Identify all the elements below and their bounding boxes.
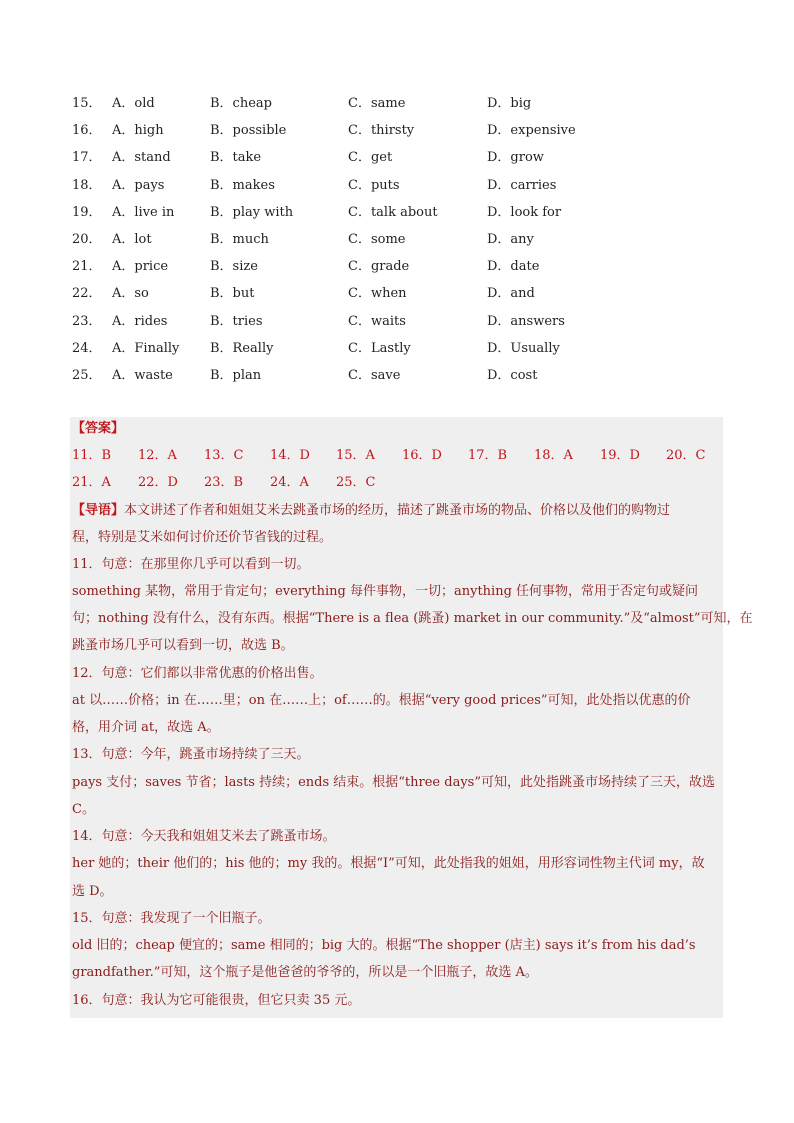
option-d: D．any — [487, 231, 534, 247]
question-number: 17． — [72, 150, 102, 166]
explanation-line: 格，用介词 at，故选 A。 — [72, 720, 220, 735]
option-c: C．waits — [348, 313, 406, 329]
option-b: B．but — [210, 286, 255, 302]
option-a: A．price — [112, 259, 169, 275]
option-b: B．play with — [210, 204, 294, 220]
option-b: B．makes — [210, 177, 275, 193]
question-number: 23． — [72, 313, 102, 329]
explanation-line: 11．句意：在那里你几乎可以看到一切。 — [72, 557, 310, 572]
option-c: C．thirsty — [348, 123, 415, 139]
answer-item: 25．C — [336, 475, 376, 490]
option-d: D．Usually — [487, 340, 560, 356]
answer-item: 17．B — [468, 448, 508, 463]
option-c: C．when — [348, 286, 407, 302]
question-number: 21． — [72, 259, 102, 275]
explanation-line: 16．句意：我认为它可能很贵，但它只卖 35 元。 — [72, 993, 361, 1008]
option-b: B．much — [210, 231, 269, 247]
explanation-line: 13．句意：今年，跳蚤市场持续了三天。 — [72, 747, 310, 762]
option-row-15 — [72, 94, 722, 121]
option-row-20 — [72, 230, 722, 257]
answer-item: 23．B — [204, 475, 244, 490]
option-c: C．save — [348, 367, 401, 383]
option-d: D．cost — [487, 367, 538, 383]
answer-item: 11．B — [72, 448, 112, 463]
answer-item: 16．D — [402, 448, 442, 463]
option-a: A．pays — [112, 177, 165, 193]
question-number: 18． — [72, 177, 102, 193]
answer-item: 21．A — [72, 475, 111, 490]
explanation-line: 选 D。 — [72, 884, 113, 899]
option-c: C．get — [348, 150, 393, 166]
option-b: B．tries — [210, 313, 263, 329]
explanation-line: C。 — [72, 802, 95, 817]
option-c: C．talk about — [348, 204, 438, 220]
option-a: A．so — [112, 286, 149, 302]
option-a: A．rides — [112, 313, 168, 329]
option-a: A．lot — [112, 231, 152, 247]
option-c: C．grade — [348, 259, 410, 275]
guide-line-1 — [72, 501, 721, 521]
option-d: D．date — [487, 259, 540, 275]
option-row-22 — [72, 284, 722, 311]
explanation-line: 15．句意：我发现了一个旧瓶子。 — [72, 911, 271, 926]
answer-item: 22．D — [138, 475, 178, 490]
question-number: 24． — [72, 340, 102, 356]
question-number: 22． — [72, 286, 102, 302]
explanation-line: 跳蚤市场几乎可以看到一切，故选 B。 — [72, 638, 294, 653]
question-number: 16． — [72, 123, 102, 139]
explanation-line: 12．句意：它们都以非常优惠的价格出售。 — [72, 666, 323, 681]
option-row-16 — [72, 121, 722, 148]
answer-item: 13．C — [204, 448, 244, 463]
option-d: D．and — [487, 286, 535, 302]
answer-item: 15．A — [336, 448, 375, 463]
question-number: 20． — [72, 231, 102, 247]
option-a: A．waste — [112, 367, 173, 383]
explanation-line: 句；nothing 没有什么，没有东西。根据“There is a flea (跳蚤) market in our community.”及“almost”可知，在 — [72, 611, 753, 626]
option-a: A．high — [112, 123, 164, 139]
option-row-19 — [72, 203, 722, 230]
option-b: B．cheap — [210, 96, 272, 111]
answer-item: 12．A — [138, 448, 177, 463]
option-row-21 — [72, 257, 722, 284]
answer-item: 19．D — [600, 448, 640, 463]
question-number: 25． — [72, 367, 102, 383]
answer-item: 24．A — [270, 475, 309, 490]
option-row-25 — [72, 366, 722, 393]
option-c: C．some — [348, 231, 406, 247]
option-b: B．take — [210, 150, 262, 166]
guide-text: 本文讲述了作者和姐姐艾米去跳蚤市场的经历，描述了跳蚤市场的物品、价格以及他们的购物过 — [124, 503, 671, 518]
option-a: A．old — [112, 96, 155, 111]
explanation-line: something 某物，常用于肯定句；everything 每件事物，一切；anything 任何事物，常用于否定句或疑问 — [72, 584, 699, 599]
option-row-17 — [72, 148, 722, 175]
option-row-23 — [72, 312, 722, 339]
explanation-line: 14．句意：今天我和姐姐艾米去了跳蚤市场。 — [72, 829, 336, 844]
option-c: C．puts — [348, 177, 400, 193]
explanation-line: her 她的；their 他们的；his 他的；my 我的。根据“I”可知，此处指我的姐姐，用形容词性物主代词 my，故 — [72, 856, 705, 871]
answer-item: 14．D — [270, 448, 310, 463]
option-b: B．plan — [210, 367, 262, 383]
option-d: D．big — [487, 96, 532, 111]
guide-line-2: 程，特别是艾米如何讨价还价节省钱的过程。 — [72, 530, 333, 545]
option-b: B．Really — [210, 340, 274, 356]
option-c: C．Lastly — [348, 340, 411, 356]
answer-item: 20．C — [666, 448, 706, 463]
option-c: C．same — [348, 96, 406, 111]
answer-item: 18．A — [534, 448, 573, 463]
question-number: 19． — [72, 204, 102, 220]
options-list — [72, 94, 722, 393]
option-a: A．Finally — [112, 340, 180, 356]
option-d: D．look for — [487, 204, 562, 220]
answer-panel — [70, 417, 753, 1018]
explanation-line: grandfather.”可知，这个瓶子是他爸爸的爷爷的，所以是一个旧瓶子，故选 A。 — [72, 965, 538, 980]
option-d: D．answers — [487, 313, 565, 329]
option-d: D．carries — [487, 177, 557, 193]
option-a: A．live in — [112, 204, 175, 220]
option-row-18 — [72, 176, 722, 203]
explanation-line: pays 支付；saves 节省；lasts 持续；ends 结束。根据“three days”可知，此处指跳蚤市场持续了三天，故选 — [72, 775, 715, 790]
option-a: A．stand — [112, 150, 171, 166]
option-b: B．possible — [210, 123, 287, 139]
explanation-line: old 旧的；cheap 便宜的；same 相同的；big 大的。根据“The shopper (店主) says it’s from his dad’s — [72, 938, 696, 953]
question-number: 15． — [72, 96, 102, 111]
guide-tag: 【导语】 — [72, 503, 125, 518]
option-d: D．expensive — [487, 123, 576, 139]
option-row-24 — [72, 339, 722, 366]
option-b: B．size — [210, 259, 258, 275]
explanation-line: at 以……价格；in 在……里；on 在……上；of……的。根据“very good prices”可知，此处指以优惠的价 — [72, 693, 691, 708]
option-d: D．grow — [487, 150, 544, 166]
answer-heading: 【答案】 — [72, 421, 125, 436]
